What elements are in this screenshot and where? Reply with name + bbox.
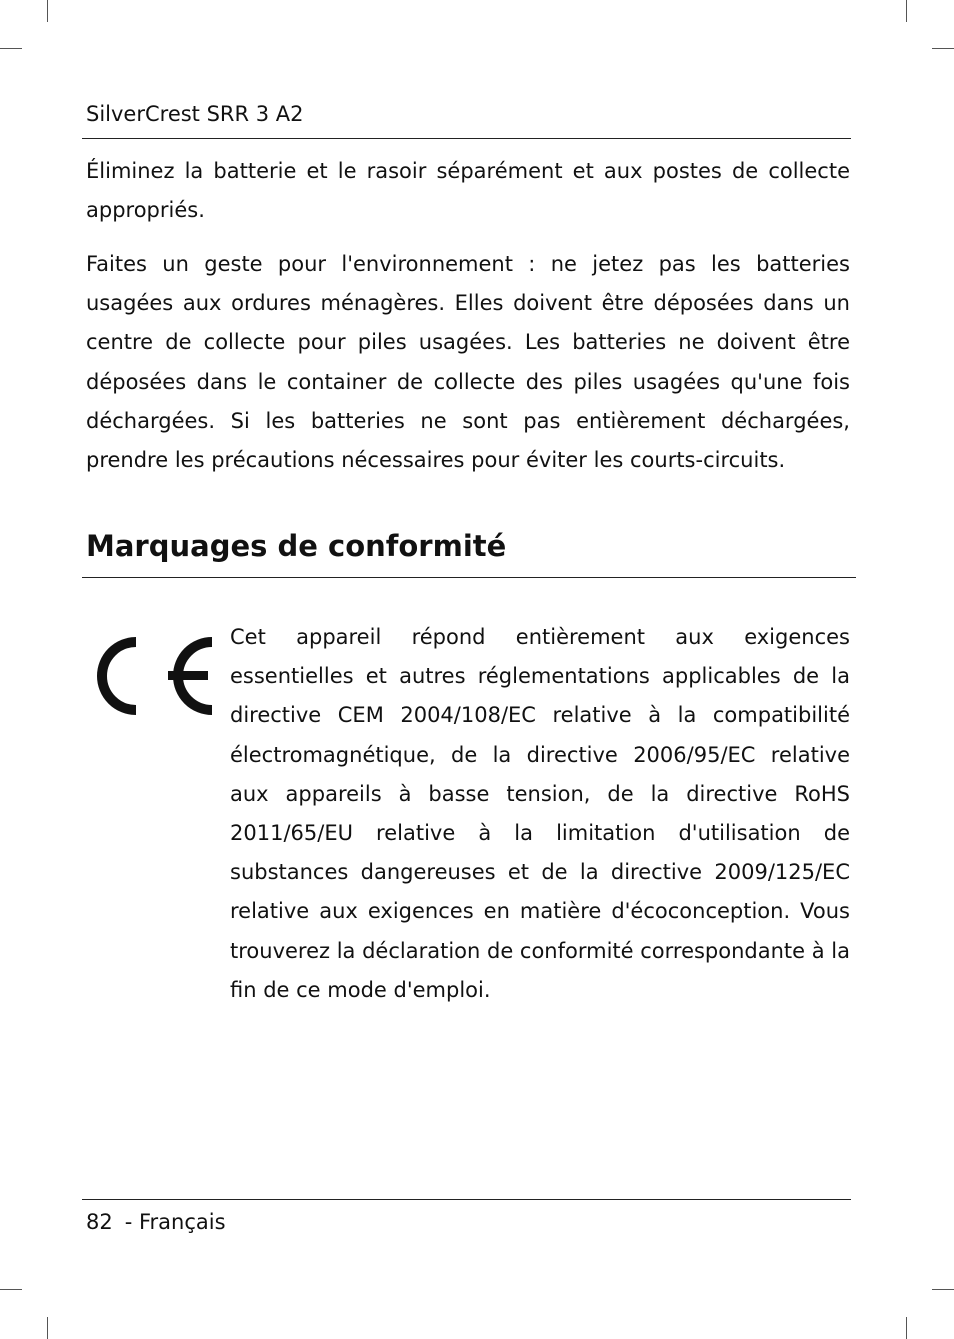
crop-mark xyxy=(0,1289,22,1290)
section-heading: Marquages de conformité xyxy=(86,529,507,563)
conformity-text: Cet appareil répond entièrement aux exigences essentielles et autres réglementations applicables de la directive CEM 2004/108/EC relative à la compatibilité électromagnétique, de la directive 2006/95/EC relative aux appareils à basse tension, de la directive RoHS 2011/65/EU relative à la limitation d'utilisation de substances dangereuses et de la directive 2009/125/EC relative aux exigences en matière d'écoconception. Vous trouverez la déclaration de conformité correspondante à la fin de ce mode d'emploi. xyxy=(230,625,851,1002)
crop-mark xyxy=(932,48,954,49)
crop-mark xyxy=(906,1317,907,1339)
running-header: SilverCrest SRR 3 A2 xyxy=(86,102,304,126)
footer-language: - Français xyxy=(124,1210,226,1234)
footer-divider xyxy=(82,1199,851,1200)
crop-mark xyxy=(932,1289,954,1290)
crop-mark xyxy=(906,0,907,22)
crop-mark xyxy=(0,48,22,49)
page-footer xyxy=(86,1208,226,1236)
crop-mark xyxy=(47,1317,48,1339)
ce-mark-icon xyxy=(90,632,216,720)
crop-mark xyxy=(47,0,48,22)
disposal-paragraph: Éliminez la batterie et le rasoir séparément et aux postes de collecte appropriés. xyxy=(86,159,850,223)
environment-paragraph: Faites un geste pour l'environnement : ne jetez pas les batteries usagées aux ordures ménagères. Elles doivent être déposées dans un centre de collecte pour piles usagées. Les batteries ne doivent être déposées dans le container de collecte des piles usagées qu'une fois déchargées. Si les batteries ne sont pas entièrement déchargées, prendre les précautions nécessaires pour éviter les courts-circuits. xyxy=(86,252,850,473)
section-divider xyxy=(82,577,856,578)
page-number: 82 xyxy=(86,1210,113,1234)
header-divider xyxy=(82,138,851,139)
